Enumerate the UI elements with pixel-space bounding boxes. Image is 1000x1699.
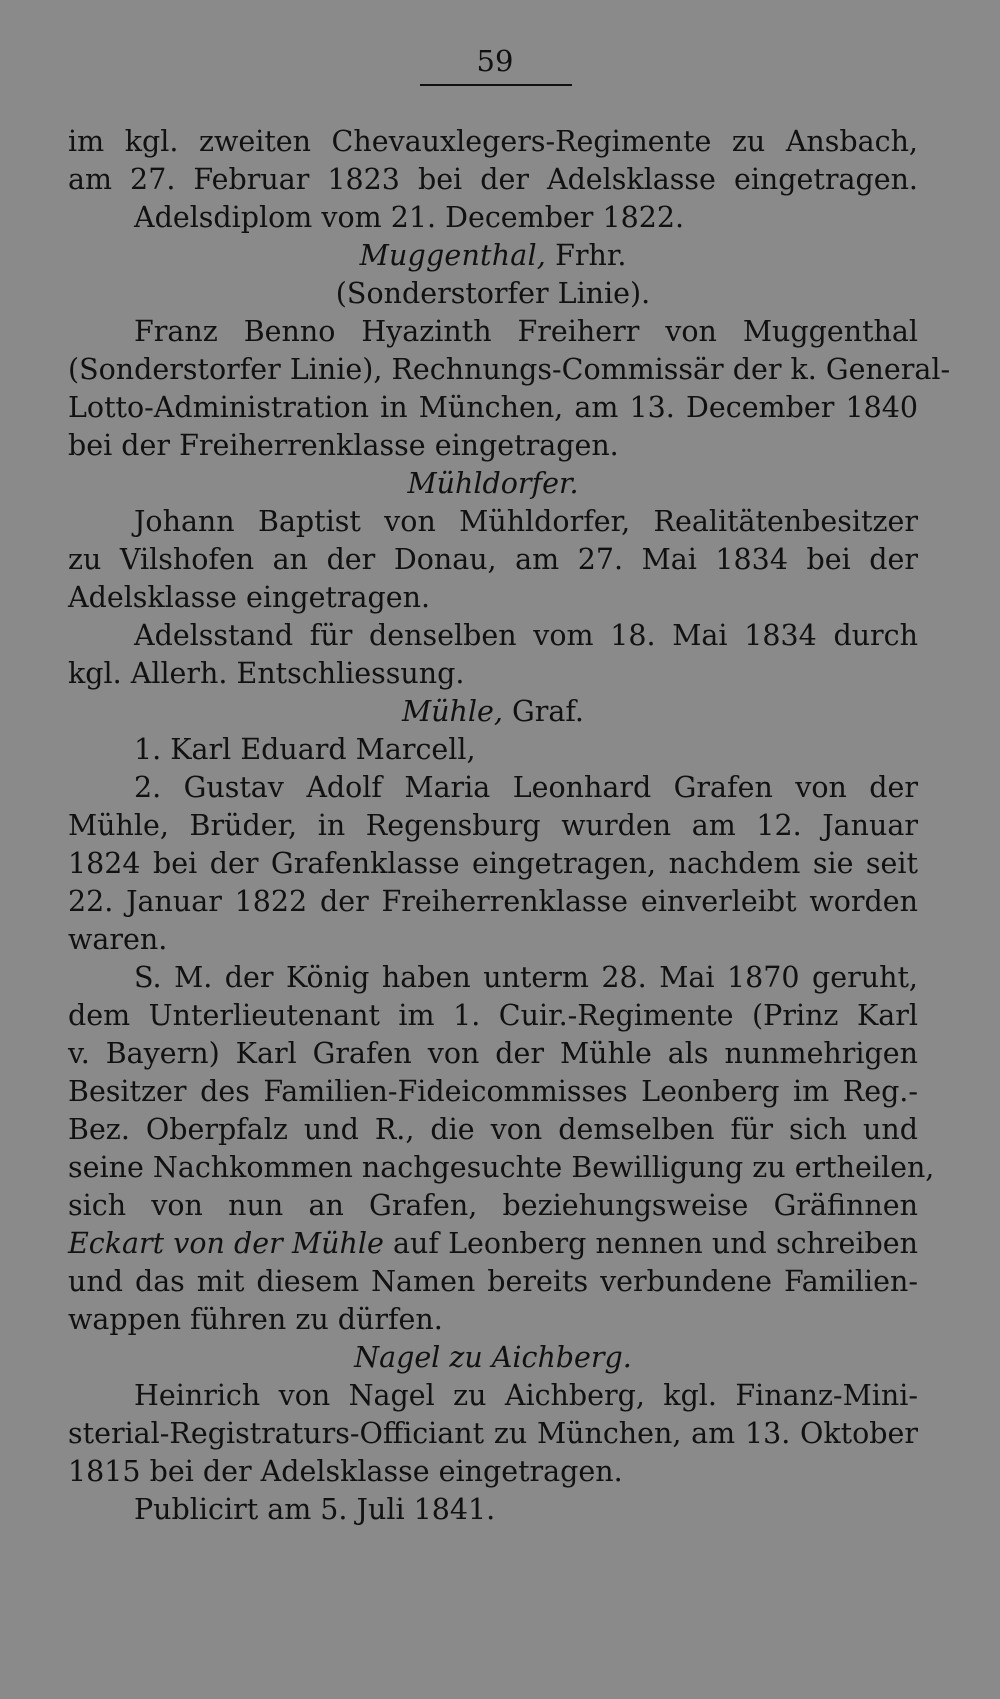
text-line: Bez. Oberpfalz und R., die von demselben für sich und bbox=[68, 1113, 918, 1146]
text-line: Adelsstand für denselben vom 18. Mai 1834 durch bbox=[134, 619, 918, 652]
text-line: zu Vilshofen an der Donau, am 27. Mai 1834 bei der bbox=[68, 543, 918, 576]
entry-heading-muggenthal bbox=[68, 237, 918, 275]
text-line: sich von nun an Grafen, beziehungsweise Gräfinnen bbox=[68, 1189, 918, 1222]
text-line: wappen führen zu dürfen. bbox=[68, 1303, 443, 1336]
text-line: und das mit diesem Namen bereits verbundene Familien- bbox=[68, 1265, 918, 1298]
text-line: 1. Karl Eduard Marcell, bbox=[134, 733, 476, 766]
text-line: seine Nachkommen nachgesuchte Bewilligung zu ertheilen, bbox=[68, 1151, 935, 1184]
family-name: Muggenthal, bbox=[359, 239, 547, 272]
text-line: S. M. der König haben unterm 28. Mai 1870 geruht, bbox=[134, 961, 918, 994]
text-line: Lotto-Administration in München, am 13. December 1840 bbox=[68, 391, 918, 424]
entry-heading-muehle bbox=[68, 693, 918, 731]
publication-note: Publicirt am 5. Juli 1841. bbox=[134, 1493, 496, 1526]
title-rank: Frhr. bbox=[546, 239, 627, 272]
text-line: 1824 bei der Grafenklasse eingetragen, nachdem sie seit bbox=[68, 847, 918, 880]
text-line: Adelsklasse eingetragen. bbox=[68, 581, 431, 614]
text-line: Heinrich von Nagel zu Aichberg, kgl. Finanz-Mini- bbox=[134, 1379, 918, 1412]
text-line: sterial-Registraturs-Officiant zu München, am 13. Oktober bbox=[68, 1417, 918, 1450]
text-line: am 27. Februar 1823 bei der Adelsklasse eingetragen. bbox=[68, 163, 918, 196]
text-line: Adelsdiplom vom 21. December 1822. bbox=[134, 201, 685, 234]
entry-heading-nagel: Nagel zu Aichberg. bbox=[354, 1341, 632, 1374]
text-line: Mühle, Brüder, in Regensburg wurden am 12. Januar bbox=[68, 809, 918, 842]
text-line: kgl. Allerh. Entschliessung. bbox=[68, 657, 465, 690]
text-line: im kgl. zweiten Chevauxlegers-Regimente zu Ansbach, bbox=[68, 125, 918, 158]
header-rule bbox=[420, 84, 572, 86]
new-family-name: Eckart von der Mühle bbox=[68, 1227, 384, 1260]
text-line: bei der Freiherrenklasse eingetragen. bbox=[68, 429, 619, 462]
title-rank: Graf. bbox=[502, 695, 584, 728]
text-line: 1815 bei der Adelsklasse eingetragen. bbox=[68, 1455, 623, 1488]
text-line: 22. Januar 1822 der Freiherrenklasse einverleibt worden bbox=[68, 885, 918, 918]
family-name: Mühle, bbox=[402, 695, 503, 728]
text-line: 2. Gustav Adolf Maria Leonhard Grafen von der bbox=[134, 771, 918, 804]
entry-subheading: (Sonderstorfer Linie). bbox=[335, 277, 651, 310]
text-line: (Sonderstorfer Linie), Rechnungs-Commissär der k. General- bbox=[68, 353, 951, 386]
text-line: dem Unterlieutenant im 1. Cuir.-Regimente (Prinz Karl bbox=[68, 999, 918, 1032]
text-run: auf Leonberg nennen und schreiben bbox=[383, 1227, 918, 1260]
text-line bbox=[68, 1225, 918, 1263]
page-body bbox=[68, 123, 951, 1529]
text-line: v. Bayern) Karl Grafen von der Mühle als nunmehrigen bbox=[68, 1037, 918, 1070]
page-number: 59 bbox=[476, 44, 514, 78]
entry-heading-muehldorfer: Mühldorfer. bbox=[407, 467, 579, 500]
text-line: Franz Benno Hyazinth Freiherr von Muggenthal bbox=[134, 315, 918, 348]
text-line: waren. bbox=[68, 923, 168, 956]
text-line: Johann Baptist von Mühldorfer, Realitätenbesitzer bbox=[134, 505, 918, 538]
text-line: Besitzer des Familien-Fideicommisses Leonberg im Reg.- bbox=[68, 1075, 918, 1108]
